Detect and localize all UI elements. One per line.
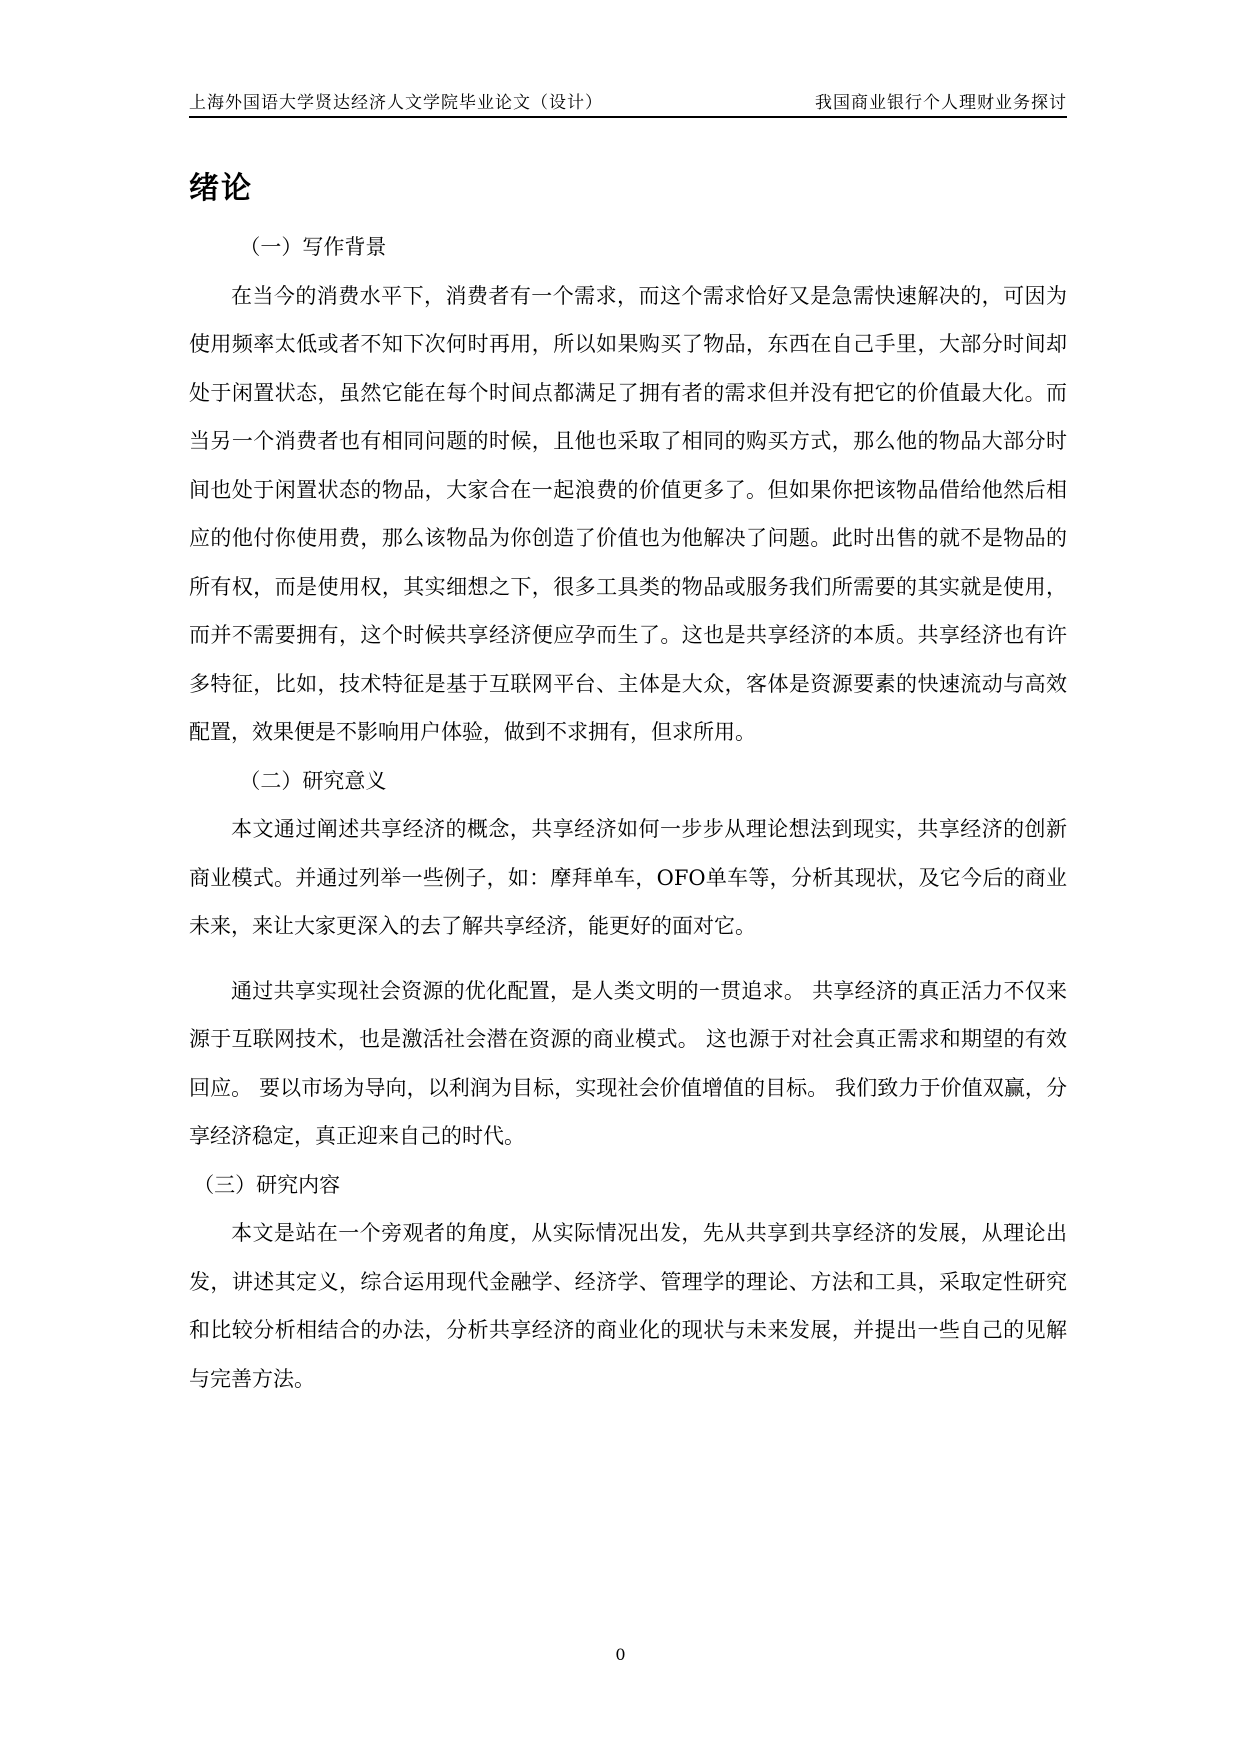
body-text (189, 223, 1067, 1403)
header-thesis-title: 我国商业银行个人理财业务探讨 (815, 93, 1067, 113)
paragraph-content: 本文是站在一个旁观者的角度，从实际情况出发，先从共享到共享经济的发展，从理论出发，讲述其定义，综合运用现代金融学、经济学、管理学的理论、方法和工具，采取定性研究和比较分析相结合的办法，分析共享经济的商业化的现状与未来发展，并提出一些自己的见解与完善方法。 (189, 1221, 1067, 1391)
paragraph-significance-2: 通过共享实现社会资源的优化配置，是人类文明的一贯追求。 共享经济的真正活力不仅来源于互联网技术，也是激活社会潜在资源的商业模式。 这也源于对社会真正需求和期望的有效回应。 要以市场为导向，以利润为目标，实现社会价值增值的目标。 我们致力于价值双赢，分享经济稳定，真正迎来自己的时代。 (189, 978, 1067, 1148)
page-header (189, 86, 1067, 118)
section-heading-background: （一）写作背景 (239, 235, 387, 259)
paragraph-background: 在当今的消费水平下，消费者有一个需求，而这个需求恰好又是急需快速解决的，可因为使用频率太低或者不知下次何时再用，所以如果购买了物品，东西在自己手里，大部分时间却处于闲置状态，虽然它能在每个时间点都满足了拥有者的需求但并没有把它的价值最大化。而当另一个消费者也有相同问题的时候，且他也采取了相同的购买方式，那么他的物品大部分时间也处于闲置状态的物品，大家合在一起浪费的价值更多了。但如果你把该物品借给他然后相应的他付你使用费，那么该物品为你创造了价值也为他解决了问题。此时出售的就不是物品的所有权，而是使用权，其实细想之下，很多工具类的物品或服务我们所需要的其实就是使用，而并不需要拥有，这个时候共享经济便应孕而生了。这也是共享经济的本质。共享经济也有许多特征，比如，技术特征是基于互联网平台、主体是大众，客体是资源要素的快速流动与高效配置，效果便是不影响用户体验，做到不求拥有，但求所用。 (189, 283, 1067, 744)
header-school-title: 上海外国语大学贤达经济人文学院毕业论文（设计） (189, 93, 603, 113)
section-heading-content: （三）研究内容 (193, 1172, 341, 1197)
page-number: 0 (615, 1645, 626, 1664)
section-heading-significance: （二）研究意义 (239, 768, 387, 793)
paragraph-significance-1: 本文通过阐述共享经济的概念，共享经济如何一步步从理论想法到现实，共享经济的创新商业模式。并通过列举一些例子，如：摩拜单车，OFO单车等，分析其现状，及它今后的商业未来，来让大家更深入的去了解共享经济，能更好的面对它。 (189, 817, 1067, 938)
chapter-title: 绪论 (189, 171, 253, 206)
